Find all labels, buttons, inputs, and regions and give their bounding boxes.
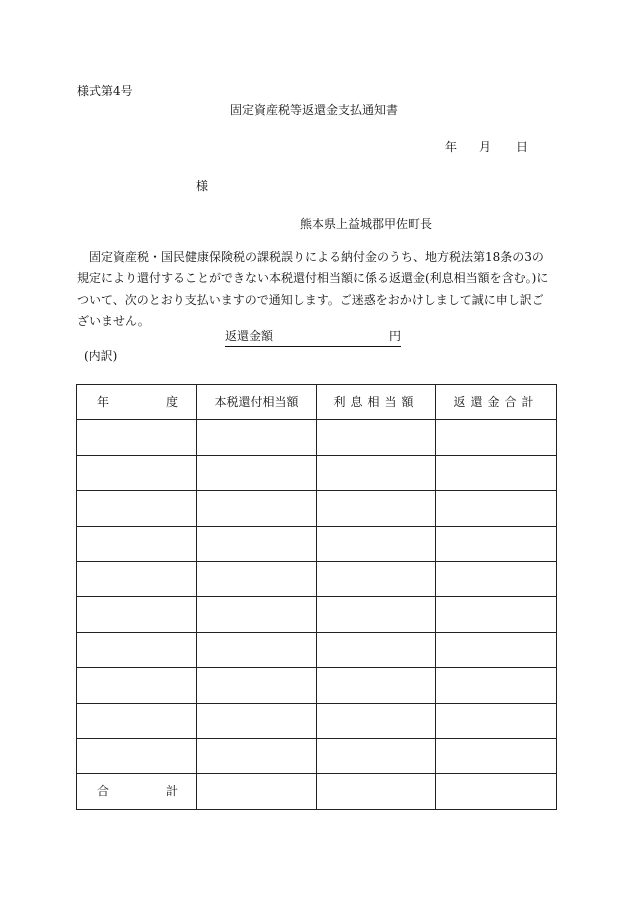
interest-cell[interactable] [317, 703, 436, 738]
date-year-label: 年 [445, 140, 458, 154]
table-row [77, 526, 557, 561]
refund-total-cell[interactable] [436, 491, 557, 526]
breakdown-table [76, 384, 557, 810]
refund-total-cell[interactable] [436, 703, 557, 738]
date-month-label: 月 [479, 140, 492, 154]
table-body [77, 420, 557, 774]
notice-body-text: 固定資産税・国民健康保険税の課税誤りによる納付金のうち、地方税法第18条の3の規定により還付することができない本税還付相当額に係る返還金(利息相当額を含む。)について、次のとおり支払いますので通知します。ご迷惑をおかけしまして誠に申し訳ございません。 [77, 250, 549, 328]
table-row [77, 491, 557, 526]
fiscal-year-cell[interactable] [77, 738, 197, 773]
tax-refund-cell[interactable] [197, 597, 317, 632]
table-row [77, 597, 557, 632]
tax-refund-cell[interactable] [197, 526, 317, 561]
form-number: 様式第4号 [77, 84, 133, 98]
tax-refund-cell[interactable] [197, 491, 317, 526]
refund-total-cell[interactable] [436, 632, 557, 667]
breakdown-label: (内訳) [84, 349, 118, 363]
fiscal-year-cell[interactable] [77, 597, 197, 632]
table-row [77, 420, 557, 455]
refund-amount-line [225, 330, 401, 347]
refund-total-cell[interactable] [436, 526, 557, 561]
table-row [77, 561, 557, 596]
tax-refund-cell[interactable] [197, 420, 317, 455]
interest-cell[interactable] [317, 420, 436, 455]
header-interest-equivalent: 利息相当額 [317, 385, 436, 420]
table-header-row [77, 385, 557, 420]
refund-total-cell[interactable] [436, 420, 557, 455]
header-year-char-2: 度 [165, 395, 178, 410]
fiscal-year-cell[interactable] [77, 632, 197, 667]
refund-amount-unit: 円 [388, 329, 401, 343]
tax-refund-cell[interactable] [197, 455, 317, 490]
interest-cell[interactable] [317, 561, 436, 596]
interest-cell[interactable] [317, 491, 436, 526]
header-year-char-1: 年 [97, 395, 110, 410]
table-row [77, 668, 557, 703]
table-row [77, 455, 557, 490]
total-interest-cell[interactable] [317, 774, 436, 809]
tax-refund-cell[interactable] [197, 632, 317, 667]
refund-total-cell[interactable] [436, 668, 557, 703]
tax-refund-cell[interactable] [197, 668, 317, 703]
refund-total-cell[interactable] [436, 455, 557, 490]
total-tax-refund-cell[interactable] [197, 774, 317, 809]
fiscal-year-cell[interactable] [77, 668, 197, 703]
interest-cell[interactable] [317, 597, 436, 632]
interest-cell[interactable] [317, 455, 436, 490]
total-label-char-1: 合 [97, 784, 110, 799]
refund-total-cell[interactable] [436, 738, 557, 773]
refund-amount-label: 返還金額 [225, 329, 274, 343]
interest-cell[interactable] [317, 526, 436, 561]
fiscal-year-cell[interactable] [77, 561, 197, 596]
fiscal-year-cell[interactable] [77, 455, 197, 490]
fiscal-year-cell[interactable] [77, 420, 197, 455]
total-label-cell [77, 774, 197, 809]
document-title: 固定資産税等返還金支払通知書 [230, 103, 399, 117]
fiscal-year-cell[interactable] [77, 491, 197, 526]
interest-cell[interactable] [317, 632, 436, 667]
header-refund-total: 返還金合計 [436, 385, 557, 420]
header-fiscal-year [77, 385, 197, 420]
table-row [77, 738, 557, 773]
table-row [77, 703, 557, 738]
interest-cell[interactable] [317, 738, 436, 773]
fiscal-year-cell[interactable] [77, 526, 197, 561]
total-label-char-2: 計 [165, 784, 178, 799]
interest-cell[interactable] [317, 668, 436, 703]
tax-refund-cell[interactable] [197, 703, 317, 738]
tax-refund-cell[interactable] [197, 561, 317, 596]
table-row [77, 632, 557, 667]
header-tax-refund-equivalent: 本税還付相当額 [197, 385, 317, 420]
table-total-row [77, 774, 557, 809]
tax-refund-cell[interactable] [197, 738, 317, 773]
refund-total-cell[interactable] [436, 597, 557, 632]
date-day-label: 日 [516, 140, 529, 154]
total-refund-cell[interactable] [436, 774, 557, 809]
issuer-name: 熊本県上益城郡甲佐町長 [300, 217, 433, 231]
addressee-suffix: 様 [196, 179, 209, 193]
date-line [445, 141, 528, 153]
fiscal-year-cell[interactable] [77, 703, 197, 738]
refund-total-cell[interactable] [436, 561, 557, 596]
